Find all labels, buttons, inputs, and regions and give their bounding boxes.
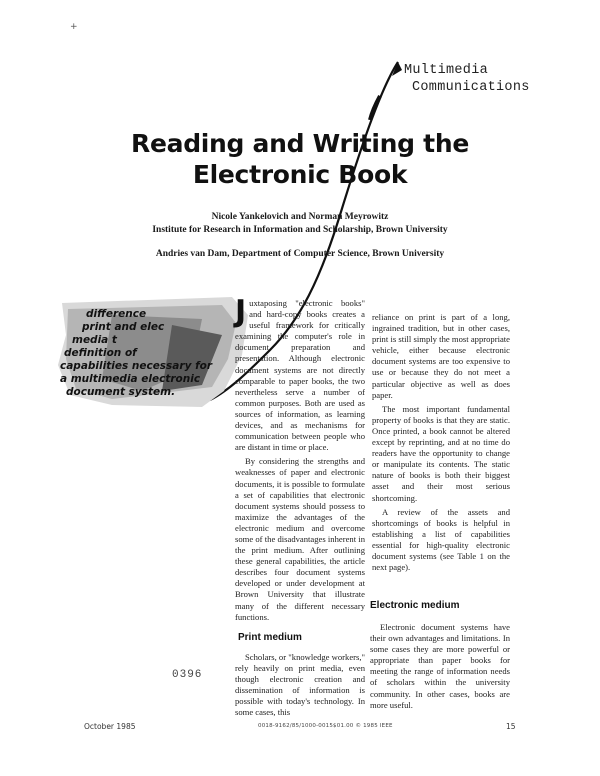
title-line2: Electronic Book xyxy=(192,160,408,189)
body-column-right xyxy=(372,312,510,573)
affiliation-line1: Institute for Research in Information and Scholarship, Brown University xyxy=(152,225,448,235)
body-paragraph: The most important fundamental property of books is that they are static. Once printed, a book cannot be altered except by reprinting, and at no time do readers have the opportunity to change or manipulate its contents. The static nature of books is both their biggest asset and their most serious shortcoming. xyxy=(372,403,510,503)
body-paragraph: A review of the assets and shortcomings of books is helpful in establishing a list of capabilities essential for high-quality electronic document systems (see Table 1 on the next page). xyxy=(372,506,510,573)
page-number: 15 xyxy=(506,722,516,731)
body-paragraph: Electronic document systems have their own advantages and limitations. In some cases they are more powerful or appropriate than paper books for meeting the range of information needs of scholars within the university community. In other cases, books are more useful. xyxy=(370,622,510,710)
section-heading-electronic-medium: Electronic medium xyxy=(370,600,460,611)
pull-quote-line: a multimedia electronic xyxy=(60,373,201,385)
body-paragraph: Scholars, or "knowledge workers," rely heavily on print media, even though electronic creation and dissemination of information is possible with today's technology. In some cases, this xyxy=(235,652,365,718)
corner-mark: + xyxy=(70,22,78,32)
body-column-left xyxy=(235,294,365,623)
pull-quote-line: difference xyxy=(86,308,147,320)
pull-quote-line: definition of xyxy=(64,347,137,359)
authors-line2: Andries van Dam, Department of Computer Science, Brown University xyxy=(155,249,445,259)
page-stamp: 0396 xyxy=(172,669,203,681)
body-paragraph: By considering the strengths and weaknesses of paper and electronic documents, it is possible to formulate a set of capabilities that electronic document systems should possess to maximize the advantages of the electronic medium and overcome some of the disadvantages inherent in the print medium. After outlining these general capabilities, the article describes four document systems developed or under development at Brown University that illustrate many of the different necessary functions. xyxy=(235,456,365,622)
body-paragraph: reliance on print is part of a long, ingrained tradition, but in other cases, print is still simply the most appropriate vehicle, either because electronic document systems are too expensive to use or because they do not meet a particular objective as well as does paper. xyxy=(372,312,510,400)
drop-cap: J xyxy=(235,294,247,329)
title-line1: Reading and Writing the xyxy=(131,129,469,158)
section-body-print-medium xyxy=(235,652,365,719)
paragraph-text: uxtaposing "electronic books" and hard-copy books creates a useful framework for critically examining the computer's role in document preparation and presentation. Although electronic document systems are not directly comparable to paper books, the two nevertheless serve a number of common purposes. Both are used as sources of information, as learning devices, and as mechanisms for communication between people who are distant in time or place. xyxy=(235,298,365,453)
authors-line1: Nicole Yankelovich and Norman Meyrowitz xyxy=(211,212,389,222)
pull-quote-line: media t xyxy=(72,334,117,346)
body-paragraph xyxy=(235,294,365,453)
pull-quote-line: document system. xyxy=(66,386,176,398)
section-body-electronic-medium xyxy=(370,622,510,711)
pull-quote-line: capabilities necessary for xyxy=(60,360,213,372)
section-heading-print-medium: Print medium xyxy=(238,632,302,643)
section-tag-line1: Multimedia xyxy=(404,63,489,78)
footer-copyright: 0018-9162/85/1000-0015$01.00 © 1985 IEEE xyxy=(258,723,393,729)
article-title xyxy=(120,128,480,190)
pull-quote xyxy=(60,308,250,399)
footer-date: October 1985 xyxy=(84,722,136,731)
section-tag-line2: Communications xyxy=(412,80,530,95)
pull-quote-line: print and elec xyxy=(82,321,165,333)
